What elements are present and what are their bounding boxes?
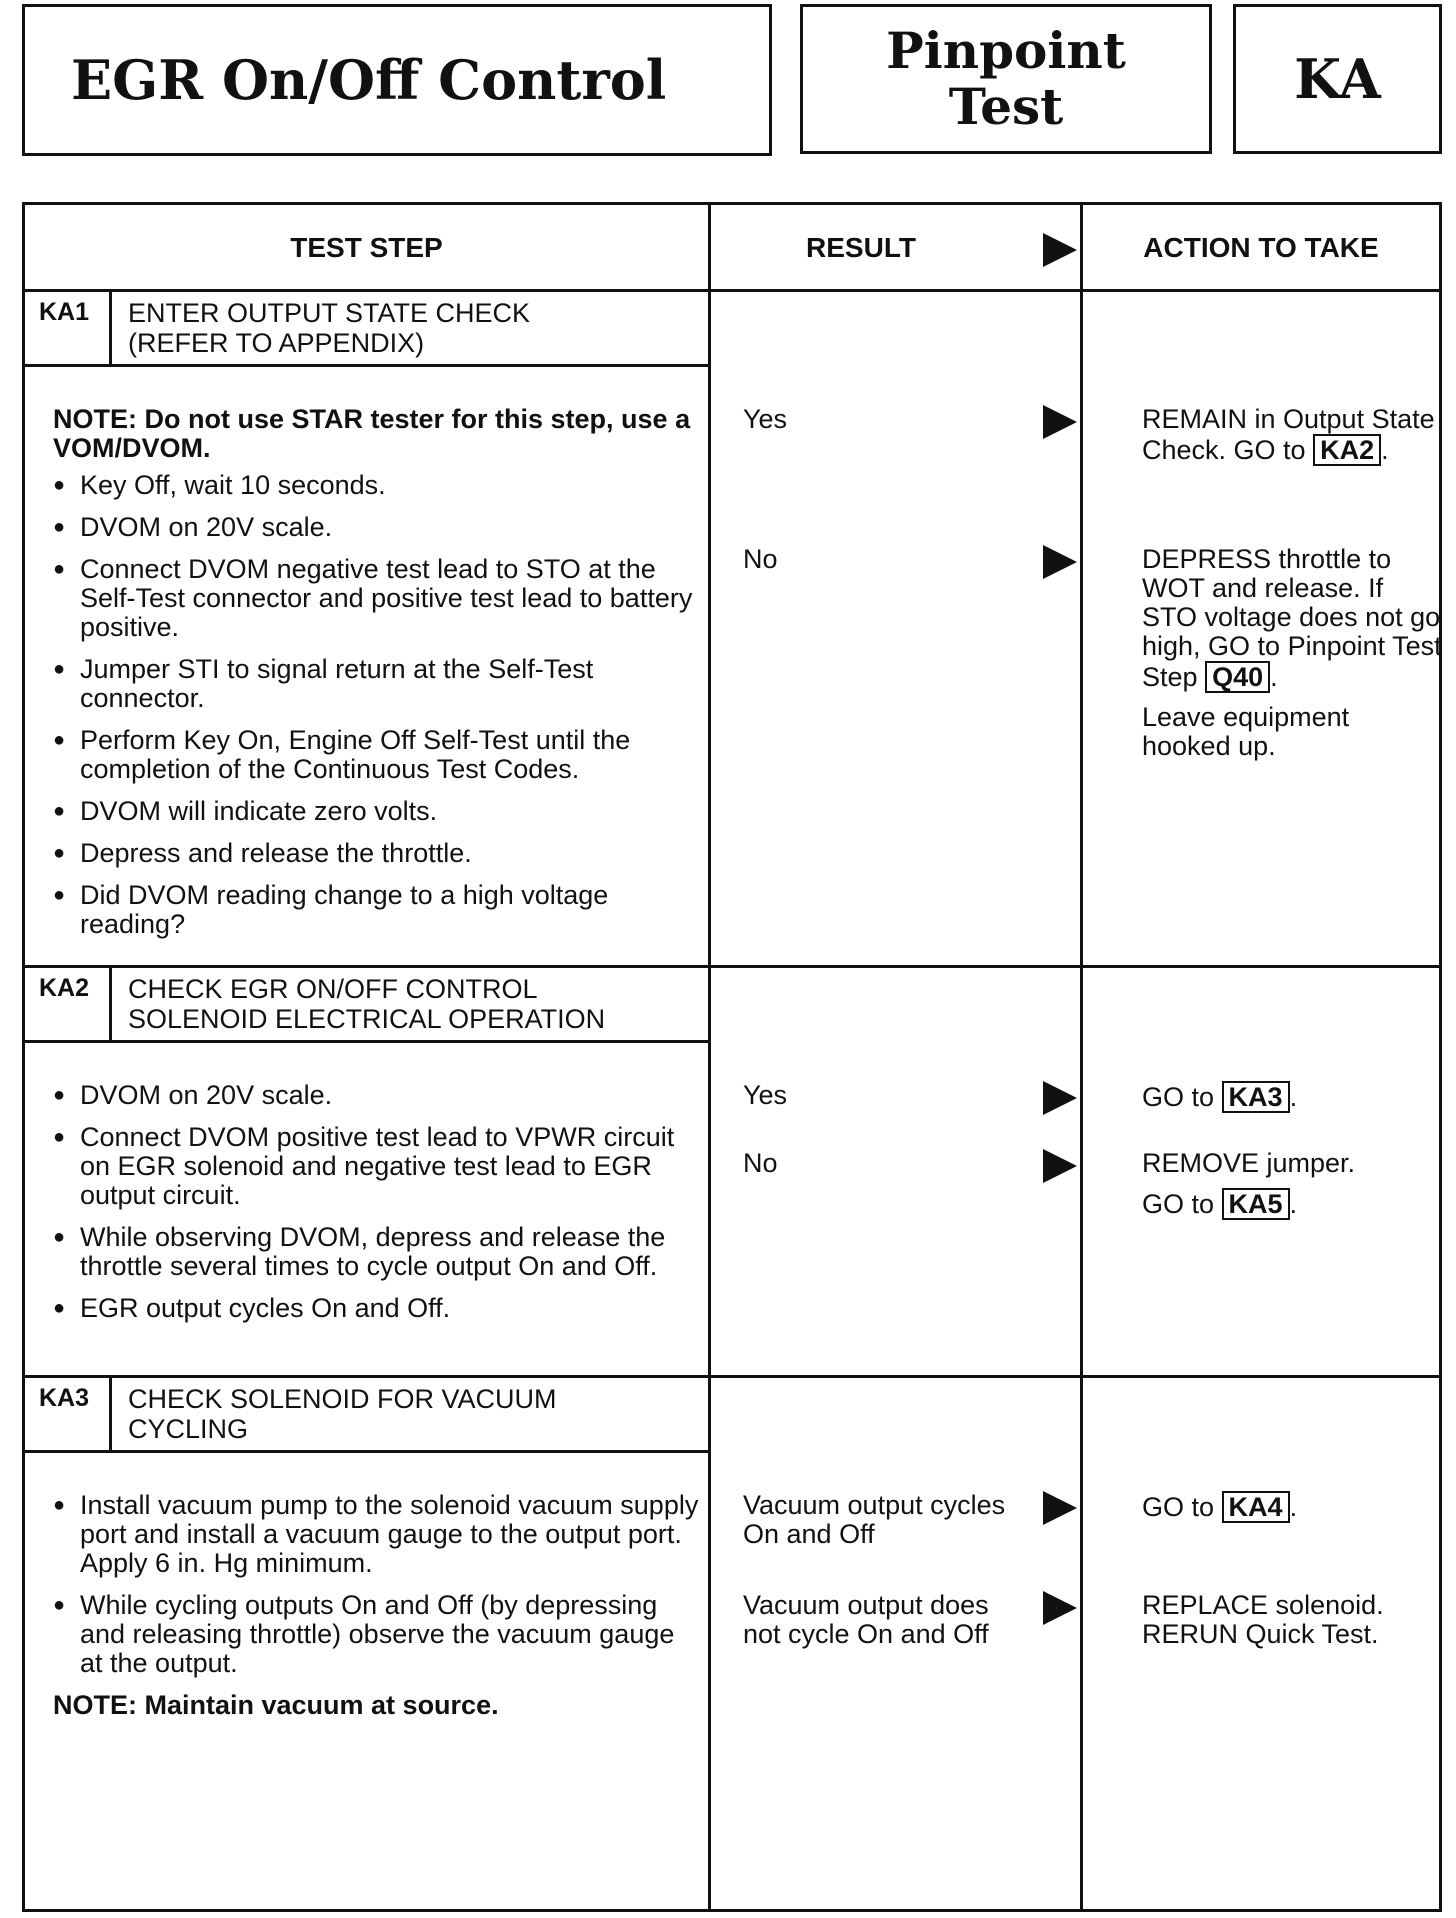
result-yes: Yes bbox=[743, 1080, 788, 1110]
col-header-action: ACTION TO TAKE bbox=[1143, 232, 1379, 263]
page-title-box bbox=[22, 4, 772, 156]
list-item: ● EGR output cycles On and Off. bbox=[53, 1294, 703, 1323]
col-header-test-step: TEST STEP bbox=[290, 232, 443, 263]
list-item: ● Jumper STI to signal return at the Self-Test connector. bbox=[53, 655, 703, 713]
step-reference: KA2 bbox=[1313, 434, 1381, 466]
action-ka1-yes: REMAIN in Output State Check. GO to KA2 . bbox=[1142, 404, 1435, 465]
step-reference: KA5 bbox=[1222, 1188, 1290, 1220]
step-title: CHECK SOLENOID FOR VACUUM CYCLING bbox=[128, 1384, 557, 1444]
step-note: NOTE: Do not use STAR tester for this step, use a VOM/DVOM. bbox=[53, 404, 691, 463]
list-item: ● Did DVOM reading change to a high voltage reading? bbox=[53, 881, 703, 939]
step-body-ka3 bbox=[53, 1491, 703, 1728]
arrow-right-icon bbox=[1043, 1591, 1077, 1625]
step-title: ENTER OUTPUT STATE CHECK (REFER TO APPENDIX) bbox=[128, 298, 531, 358]
result-vacuum-cycles: Vacuum output cycles On and Off bbox=[743, 1490, 1006, 1549]
step-reference: KA4 bbox=[1222, 1491, 1290, 1523]
list-item: ● Key Off, wait 10 seconds. bbox=[53, 471, 703, 500]
list-item: ● Connect DVOM negative test lead to STO at the Self-Test connector and positive test lead to battery positive. bbox=[53, 555, 703, 642]
pinpoint-table bbox=[22, 202, 1442, 1912]
list-item: ● Connect DVOM positive test lead to VPWR circuit on EGR solenoid and negative test lead to EGR output circuit. bbox=[53, 1123, 703, 1210]
arrow-right-icon bbox=[1043, 405, 1077, 439]
arrow-right-icon bbox=[1043, 233, 1077, 267]
test-code: KA bbox=[1294, 47, 1381, 111]
step-header-ka1 bbox=[25, 292, 708, 367]
action-ka3-no-cycle: REPLACE solenoid. RERUN Quick Test. bbox=[1142, 1590, 1384, 1649]
instruction-list bbox=[53, 1491, 703, 1678]
test-code-box bbox=[1233, 4, 1442, 154]
action-ka3-cycles: GO to KA4 . bbox=[1142, 1492, 1298, 1522]
page-title: EGR On/Off Control bbox=[71, 48, 667, 112]
step-header-ka2 bbox=[25, 968, 708, 1043]
arrow-right-icon bbox=[1043, 1149, 1077, 1183]
action-ka2-yes: GO to KA3 . bbox=[1142, 1082, 1298, 1112]
step-header-ka3 bbox=[25, 1378, 708, 1453]
list-item: ● Perform Key On, Engine Off Self-Test until the completion of the Continuous Test Codes. bbox=[53, 726, 703, 784]
list-item: ● DVOM on 20V scale. bbox=[53, 1081, 703, 1110]
step-id: KA1 bbox=[25, 292, 112, 364]
arrow-right-icon bbox=[1043, 1081, 1077, 1115]
action-ka2-no: REMOVE jumper. GO to KA5 . bbox=[1142, 1148, 1356, 1219]
list-item: ● DVOM will indicate zero volts. bbox=[53, 797, 703, 826]
list-item: ● DVOM on 20V scale. bbox=[53, 513, 703, 542]
step-id: KA3 bbox=[25, 1378, 112, 1450]
step-body-ka2 bbox=[53, 1081, 703, 1336]
arrow-right-icon bbox=[1043, 545, 1077, 579]
action-ka1-no: DEPRESS throttle to WOT and release. If STO voltage does not go high, GO to Pinpoint Test Step Q40 . Leave equipment hooked up. bbox=[1142, 544, 1442, 761]
result-no: No bbox=[743, 544, 778, 574]
list-item: ● While observing DVOM, depress and release the throttle several times to cycle output On and Off. bbox=[53, 1223, 703, 1281]
instruction-list bbox=[53, 1081, 703, 1323]
step-note: NOTE: Maintain vacuum at source. bbox=[53, 1690, 499, 1720]
result-no: No bbox=[743, 1148, 778, 1178]
step-title: CHECK EGR ON/OFF CONTROL SOLENOID ELECTRICAL OPERATION bbox=[128, 974, 606, 1034]
arrow-right-icon bbox=[1043, 1491, 1077, 1525]
step-id: KA2 bbox=[25, 968, 112, 1040]
result-yes: Yes bbox=[743, 404, 788, 434]
result-vacuum-no-cycle: Vacuum output does not cycle On and Off bbox=[743, 1590, 989, 1649]
instruction-list bbox=[53, 471, 703, 939]
test-type-label: Pinpoint Test bbox=[886, 21, 1126, 136]
test-type-box bbox=[800, 4, 1212, 154]
column-divider bbox=[708, 205, 711, 1909]
list-item: ● Depress and release the throttle. bbox=[53, 839, 703, 868]
col-header-result: RESULT bbox=[806, 232, 916, 263]
list-item: ● Install vacuum pump to the solenoid vacuum supply port and install a vacuum gauge to the output port. Apply 6 in. Hg minimum. bbox=[53, 1491, 703, 1578]
step-reference: KA3 bbox=[1222, 1081, 1290, 1113]
step-reference: Q40 bbox=[1205, 661, 1270, 693]
step-body-ka1 bbox=[53, 405, 703, 952]
list-item: ● While cycling outputs On and Off (by depressing and releasing throttle) observe the vacuum gauge at the output. bbox=[53, 1591, 703, 1678]
column-divider bbox=[1080, 205, 1083, 1909]
